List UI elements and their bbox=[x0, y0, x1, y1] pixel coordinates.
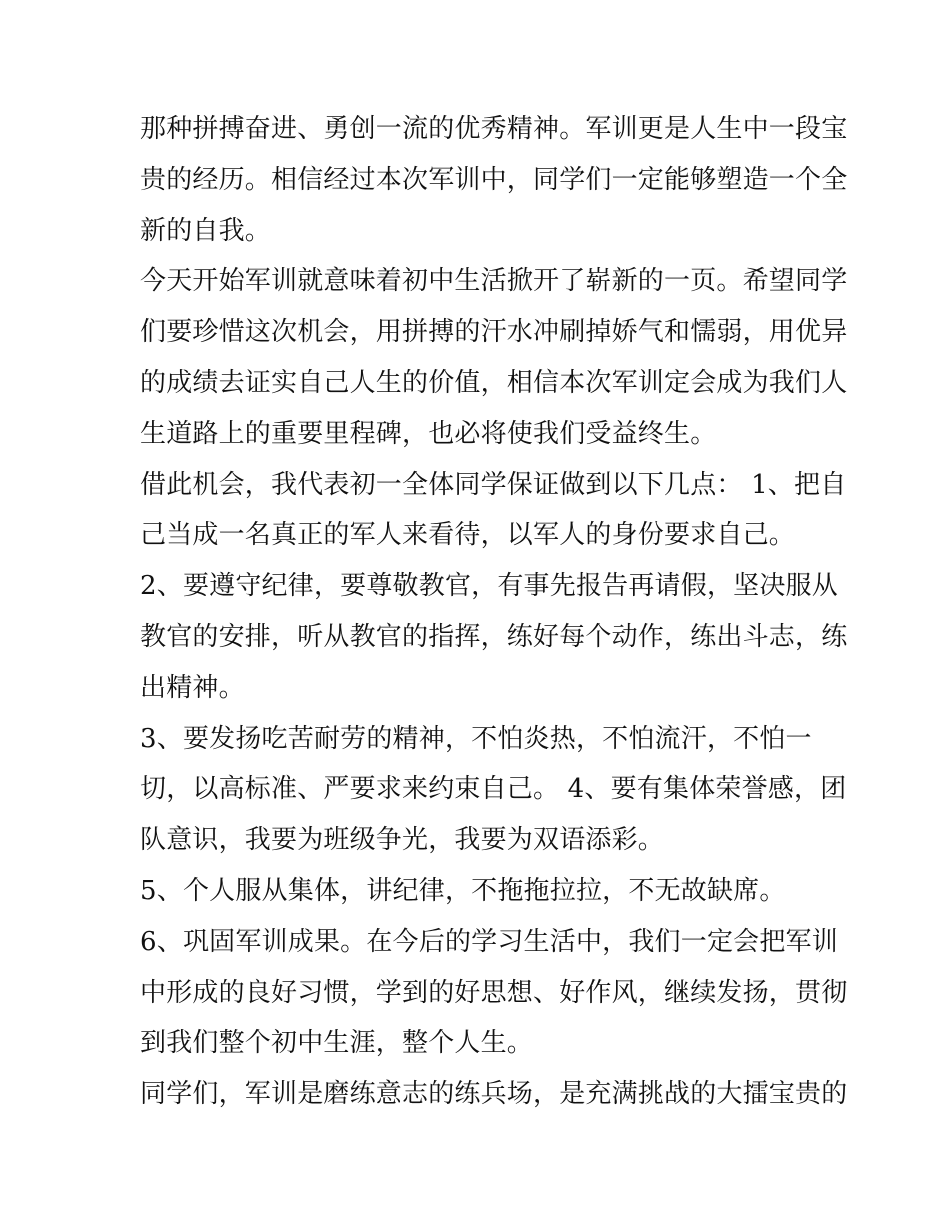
text-line: 6、巩固军训成果。在今后的学习生活中，我们一定会把军训 bbox=[140, 926, 838, 957]
text-line: 教官的安排，听从教官的指挥，练好每个动作，练出斗志，练 bbox=[140, 621, 848, 652]
text-line: 队意识，我要为班级争光，我要为双语添彩。 bbox=[140, 825, 665, 856]
text-line: 5、个人服从集体，讲纪律，不拖拖拉拉，不无故缺席。 bbox=[140, 875, 786, 906]
text-line: 同学们，军训是磨练意志的练兵场，是充满挑战的大擂宝贵的 bbox=[140, 1079, 848, 1110]
text-line: 生道路上的重要里程碑，也必将使我们受益终生。 bbox=[140, 418, 717, 449]
text-line: 己当成一名真正的军人来看待，以军人的身份要求自己。 bbox=[140, 520, 796, 551]
text-line: 今天开始军训就意味着初中生活掀开了崭新的一页。希望同学 bbox=[140, 266, 848, 297]
text-line: 中形成的良好习惯，学到的好思想、好作风，继续发扬，贯彻 bbox=[140, 977, 848, 1008]
text-line: 们要珍惜这次机会，用拼搏的汗水冲刷掉娇气和懦弱，用优异 bbox=[140, 317, 848, 348]
text-line: 那种拼搏奋进、勇创一流的优秀精神。军训更是人生中一段宝 bbox=[140, 114, 848, 144]
text-line: 3、要发扬吃苦耐劳的精神，不怕炎热，不怕流汗，不怕一 bbox=[140, 723, 812, 754]
text-line: 出精神。 bbox=[140, 672, 245, 703]
text-line: 2、要遵守纪律，要尊敬教官，有事先报告再请假，坚决服从 bbox=[140, 571, 838, 602]
text-line: 贵的经历。相信经过本次军训中，同学们一定能够塑造一个全 bbox=[140, 164, 848, 195]
text-line: 的成绩去证实自己人生的价值，相信本次军训定会成为我们人 bbox=[140, 367, 848, 398]
text-line: 切，以高标准、严要求来约束自己。 4、要有集体荣誉感，团 bbox=[140, 774, 847, 805]
text-line: 新的自我。 bbox=[140, 215, 272, 246]
text-line: 到我们整个初中生涯，整个人生。 bbox=[140, 1028, 534, 1059]
text-line: 借此机会，我代表初一全体同学保证做到以下几点： 1、把自 bbox=[140, 469, 847, 500]
document-body bbox=[140, 104, 848, 1120]
